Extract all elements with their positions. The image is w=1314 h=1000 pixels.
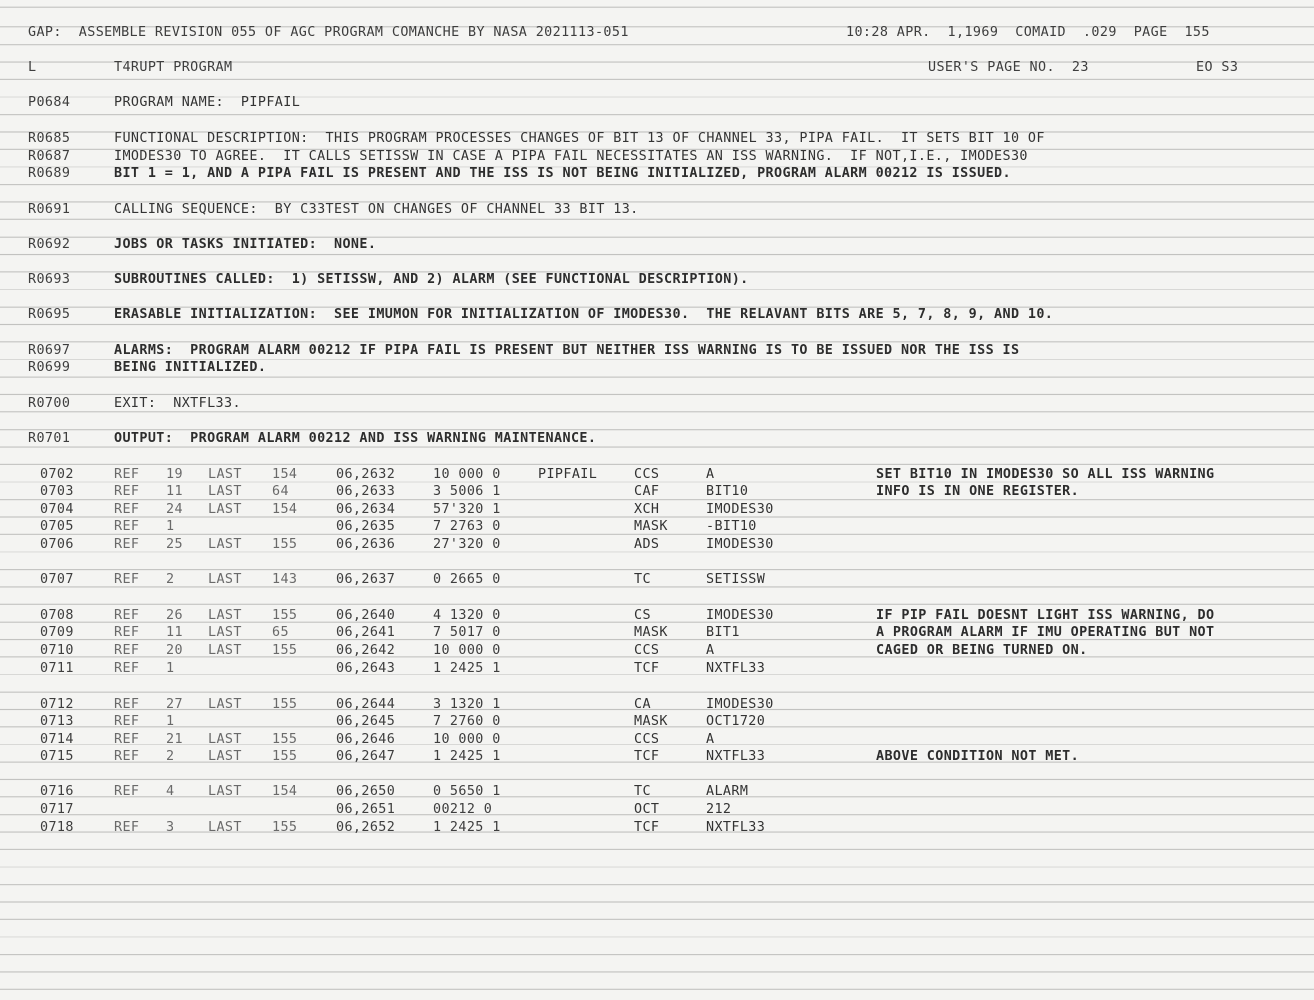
operand: IMODES30: [706, 502, 774, 517]
ref-count: 21: [166, 732, 183, 747]
remark-id: R0685: [28, 131, 71, 146]
remark-line: [0, 148, 1314, 166]
address: 06,2640: [336, 608, 396, 623]
remark-line: [0, 271, 1314, 289]
operand: OCT1720: [706, 714, 766, 729]
remark-id: R0697: [28, 343, 71, 358]
opcode: TC: [634, 784, 651, 799]
last-keyword: LAST: [208, 572, 242, 587]
opcode: MASK: [634, 519, 668, 534]
operand: NXTFL33: [706, 749, 766, 764]
octal-word: 3 1320 1: [433, 697, 501, 712]
operand: BIT10: [706, 484, 749, 499]
line-number: 0710: [40, 643, 74, 658]
ref-keyword: REF: [114, 502, 140, 517]
operand: -BIT10: [706, 519, 757, 534]
ref-keyword: REF: [114, 467, 140, 482]
last-keyword: LAST: [208, 820, 242, 835]
last-page: 155: [272, 732, 298, 747]
operand: 212: [706, 802, 732, 817]
code-line: [0, 571, 1314, 589]
ref-keyword: REF: [114, 732, 140, 747]
code-line: [0, 731, 1314, 749]
remark-line: [0, 130, 1314, 148]
code-line: [0, 624, 1314, 642]
octal-word: 0 2665 0: [433, 572, 501, 587]
ref-keyword: REF: [114, 820, 140, 835]
opcode: TC: [634, 572, 651, 587]
remark-id: R0695: [28, 307, 71, 322]
last-page: 155: [272, 643, 298, 658]
ref-count: 4: [166, 784, 175, 799]
code-comment: CAGED OR BEING TURNED ON.: [876, 643, 1088, 658]
code-line: [0, 483, 1314, 501]
remark-id: R0692: [28, 237, 71, 252]
address: 06,2632: [336, 467, 396, 482]
ref-count: 1: [166, 714, 175, 729]
address: 06,2633: [336, 484, 396, 499]
opcode: MASK: [634, 714, 668, 729]
last-page: 155: [272, 537, 298, 552]
line-number: 0712: [40, 697, 74, 712]
last-page: 154: [272, 784, 298, 799]
remark-line: [0, 430, 1314, 448]
code-line: [0, 466, 1314, 484]
remark-id: R0687: [28, 149, 71, 164]
remark-id: R0693: [28, 272, 71, 287]
operand: NXTFL33: [706, 820, 766, 835]
octal-word: 4 1320 0: [433, 608, 501, 623]
ref-count: 27: [166, 697, 183, 712]
remark-line: [0, 201, 1314, 219]
address: 06,2641: [336, 625, 396, 640]
code-comment: SET BIT10 IN IMODES30 SO ALL ISS WARNING: [876, 467, 1215, 482]
address: 06,2635: [336, 519, 396, 534]
octal-word: 7 2760 0: [433, 714, 501, 729]
last-keyword: LAST: [208, 537, 242, 552]
line-number: 0711: [40, 661, 74, 676]
last-page: 143: [272, 572, 298, 587]
line-number: 0718: [40, 820, 74, 835]
ref-keyword: REF: [114, 714, 140, 729]
remark-line: [0, 306, 1314, 324]
opcode: CS: [634, 608, 651, 623]
opcode: CAF: [634, 484, 660, 499]
remark-id: R0689: [28, 166, 71, 181]
line-number: 0714: [40, 732, 74, 747]
last-page: 154: [272, 502, 298, 517]
last-keyword: LAST: [208, 608, 242, 623]
address: 06,2644: [336, 697, 396, 712]
code-line: [0, 748, 1314, 766]
code-comment: ABOVE CONDITION NOT MET.: [876, 749, 1080, 764]
remark-text: ERASABLE INITIALIZATION: SEE IMUMON FOR INITIALIZATION OF IMODES30. THE RELAVANT BITS ARE 5, 7, 8, 9, AND 10.: [114, 307, 1054, 322]
ref-keyword: REF: [114, 537, 140, 552]
last-keyword: LAST: [208, 643, 242, 658]
opcode: TCF: [634, 749, 660, 764]
last-page: 155: [272, 608, 298, 623]
ref-count: 2: [166, 572, 175, 587]
line-number: 0703: [40, 484, 74, 499]
ref-count: 19: [166, 467, 183, 482]
remark-text: EXIT: NXTFL33.: [114, 396, 241, 411]
octal-word: 1 2425 1: [433, 749, 501, 764]
octal-word: 1 2425 1: [433, 661, 501, 676]
address: 06,2637: [336, 572, 396, 587]
opcode: ADS: [634, 537, 660, 552]
last-keyword: LAST: [208, 697, 242, 712]
line-number: 0709: [40, 625, 74, 640]
header-line: [0, 24, 1314, 42]
line-number: 0713: [40, 714, 74, 729]
ref-count: 1: [166, 519, 175, 534]
last-page: 155: [272, 749, 298, 764]
code-line: [0, 819, 1314, 837]
remark-text: CALLING SEQUENCE: BY C33TEST ON CHANGES OF CHANNEL 33 BIT 13.: [114, 202, 639, 217]
opcode: OCT: [634, 802, 660, 817]
code-line: [0, 607, 1314, 625]
line-number: 0706: [40, 537, 74, 552]
operand: ALARM: [706, 784, 749, 799]
last-page: 154: [272, 467, 298, 482]
last-page: 155: [272, 820, 298, 835]
code-line: [0, 696, 1314, 714]
ref-count: 26: [166, 608, 183, 623]
operand: A: [706, 467, 715, 482]
remark-line: [0, 165, 1314, 183]
address: 06,2646: [336, 732, 396, 747]
remark-text: PROGRAM NAME: PIPFAIL: [114, 95, 301, 110]
remark-text: ALARMS: PROGRAM ALARM 00212 IF PIPA FAIL IS PRESENT BUT NEITHER ISS WARNING IS TO BE ISSUED NOR THE ISS IS: [114, 343, 1020, 358]
remark-line: [0, 236, 1314, 254]
ref-keyword: REF: [114, 749, 140, 764]
subheader-line: [0, 59, 1314, 77]
last-page: 155: [272, 697, 298, 712]
last-keyword: LAST: [208, 749, 242, 764]
subheader-marker: L: [28, 60, 37, 75]
remark-text: JOBS OR TASKS INITIATED: NONE.: [114, 237, 377, 252]
ref-count: 24: [166, 502, 183, 517]
last-keyword: LAST: [208, 467, 242, 482]
line-number: 0715: [40, 749, 74, 764]
operand: IMODES30: [706, 537, 774, 552]
opcode: TCF: [634, 661, 660, 676]
last-keyword: LAST: [208, 484, 242, 499]
remark-id: R0701: [28, 431, 71, 446]
code-comment: A PROGRAM ALARM IF IMU OPERATING BUT NOT: [876, 625, 1215, 640]
ref-count: 11: [166, 484, 183, 499]
line-number: 0702: [40, 467, 74, 482]
ref-keyword: REF: [114, 519, 140, 534]
code-line: [0, 783, 1314, 801]
operand: IMODES30: [706, 697, 774, 712]
last-keyword: LAST: [208, 625, 242, 640]
header-left: GAP: ASSEMBLE REVISION 055 OF AGC PROGRAM COMANCHE BY NASA 2021113-051: [28, 25, 629, 40]
address: 06,2651: [336, 802, 396, 817]
opcode: MASK: [634, 625, 668, 640]
opcode: CCS: [634, 732, 660, 747]
ref-count: 2: [166, 749, 175, 764]
ref-keyword: REF: [114, 697, 140, 712]
ref-count: 20: [166, 643, 183, 658]
last-page: 65: [272, 625, 289, 640]
octal-word: 10 000 0: [433, 643, 501, 658]
operand: SETISSW: [706, 572, 766, 587]
operand: NXTFL33: [706, 661, 766, 676]
remark-line: [0, 395, 1314, 413]
remark-text: SUBROUTINES CALLED: 1) SETISSW, AND 2) ALARM (SEE FUNCTIONAL DESCRIPTION).: [114, 272, 749, 287]
code-line: [0, 660, 1314, 678]
address: 06,2643: [336, 661, 396, 676]
line-number: 0704: [40, 502, 74, 517]
remark-text: BIT 1 = 1, AND A PIPA FAIL IS PRESENT AND THE ISS IS NOT BEING INITIALIZED, PROGRAM ALARM 00212 IS ISSUED.: [114, 166, 1011, 181]
opcode: CCS: [634, 643, 660, 658]
operand: BIT1: [706, 625, 740, 640]
ref-keyword: REF: [114, 643, 140, 658]
opcode: CA: [634, 697, 651, 712]
octal-word: 3 5006 1: [433, 484, 501, 499]
code-line: [0, 713, 1314, 731]
operand: IMODES30: [706, 608, 774, 623]
ref-keyword: REF: [114, 661, 140, 676]
address: 06,2636: [336, 537, 396, 552]
octal-word: 27'320 0: [433, 537, 501, 552]
octal-word: 0 5650 1: [433, 784, 501, 799]
address: 06,2645: [336, 714, 396, 729]
last-keyword: LAST: [208, 784, 242, 799]
ref-keyword: REF: [114, 608, 140, 623]
line-number: 0708: [40, 608, 74, 623]
code-comment: INFO IS IN ONE REGISTER.: [876, 484, 1080, 499]
ref-keyword: REF: [114, 484, 140, 499]
address: 06,2652: [336, 820, 396, 835]
octal-word: 10 000 0: [433, 467, 501, 482]
octal-word: 7 5017 0: [433, 625, 501, 640]
line-number: 0705: [40, 519, 74, 534]
octal-word: 57'320 1: [433, 502, 501, 517]
remark-line: [0, 342, 1314, 360]
opcode: TCF: [634, 820, 660, 835]
eo-label: EO S3: [1196, 60, 1239, 75]
remark-line: [0, 359, 1314, 377]
ref-keyword: REF: [114, 784, 140, 799]
ref-keyword: REF: [114, 572, 140, 587]
operand: A: [706, 643, 715, 658]
line-number: 0707: [40, 572, 74, 587]
address: 06,2642: [336, 643, 396, 658]
remark-id: R0691: [28, 202, 71, 217]
remark-line: [0, 94, 1314, 112]
operand: A: [706, 732, 715, 747]
remark-text: OUTPUT: PROGRAM ALARM 00212 AND ISS WARNING MAINTENANCE.: [114, 431, 597, 446]
address: 06,2650: [336, 784, 396, 799]
opcode: CCS: [634, 467, 660, 482]
code-comment: IF PIP FAIL DOESNT LIGHT ISS WARNING, DO: [876, 608, 1215, 623]
remark-text: IMODES30 TO AGREE. IT CALLS SETISSW IN CASE A PIPA FAIL NECESSITATES AN ISS WARNING. IF NOT,I.E., IMODES30: [114, 149, 1028, 164]
ref-keyword: REF: [114, 625, 140, 640]
last-keyword: LAST: [208, 502, 242, 517]
last-keyword: LAST: [208, 732, 242, 747]
user-page-number: USER'S PAGE NO. 23: [928, 60, 1089, 75]
octal-word: 10 000 0: [433, 732, 501, 747]
line-number: 0717: [40, 802, 74, 817]
remark-text: BEING INITIALIZED.: [114, 360, 267, 375]
line-number: 0716: [40, 784, 74, 799]
ref-count: 11: [166, 625, 183, 640]
code-line: [0, 801, 1314, 819]
code-line: [0, 642, 1314, 660]
octal-word: 7 2763 0: [433, 519, 501, 534]
code-line: [0, 501, 1314, 519]
ref-count: 25: [166, 537, 183, 552]
opcode: XCH: [634, 502, 660, 517]
remark-id: P0684: [28, 95, 71, 110]
code-label: PIPFAIL: [538, 467, 598, 482]
octal-word: 1 2425 1: [433, 820, 501, 835]
octal-word: 00212 0: [433, 802, 493, 817]
last-page: 64: [272, 484, 289, 499]
subheader-title: T4RUPT PROGRAM: [114, 60, 233, 75]
code-line: [0, 518, 1314, 536]
remark-id: R0700: [28, 396, 71, 411]
address: 06,2634: [336, 502, 396, 517]
remark-text: FUNCTIONAL DESCRIPTION: THIS PROGRAM PROCESSES CHANGES OF BIT 13 OF CHANNEL 33, PIPA FAIL. IT SETS BIT 10 OF: [114, 131, 1045, 146]
header-right: 10:28 APR. 1,1969 COMAID .029 PAGE 155: [846, 25, 1210, 40]
code-line: [0, 536, 1314, 554]
ref-count: 1: [166, 661, 175, 676]
remark-id: R0699: [28, 360, 71, 375]
ref-count: 3: [166, 820, 175, 835]
address: 06,2647: [336, 749, 396, 764]
